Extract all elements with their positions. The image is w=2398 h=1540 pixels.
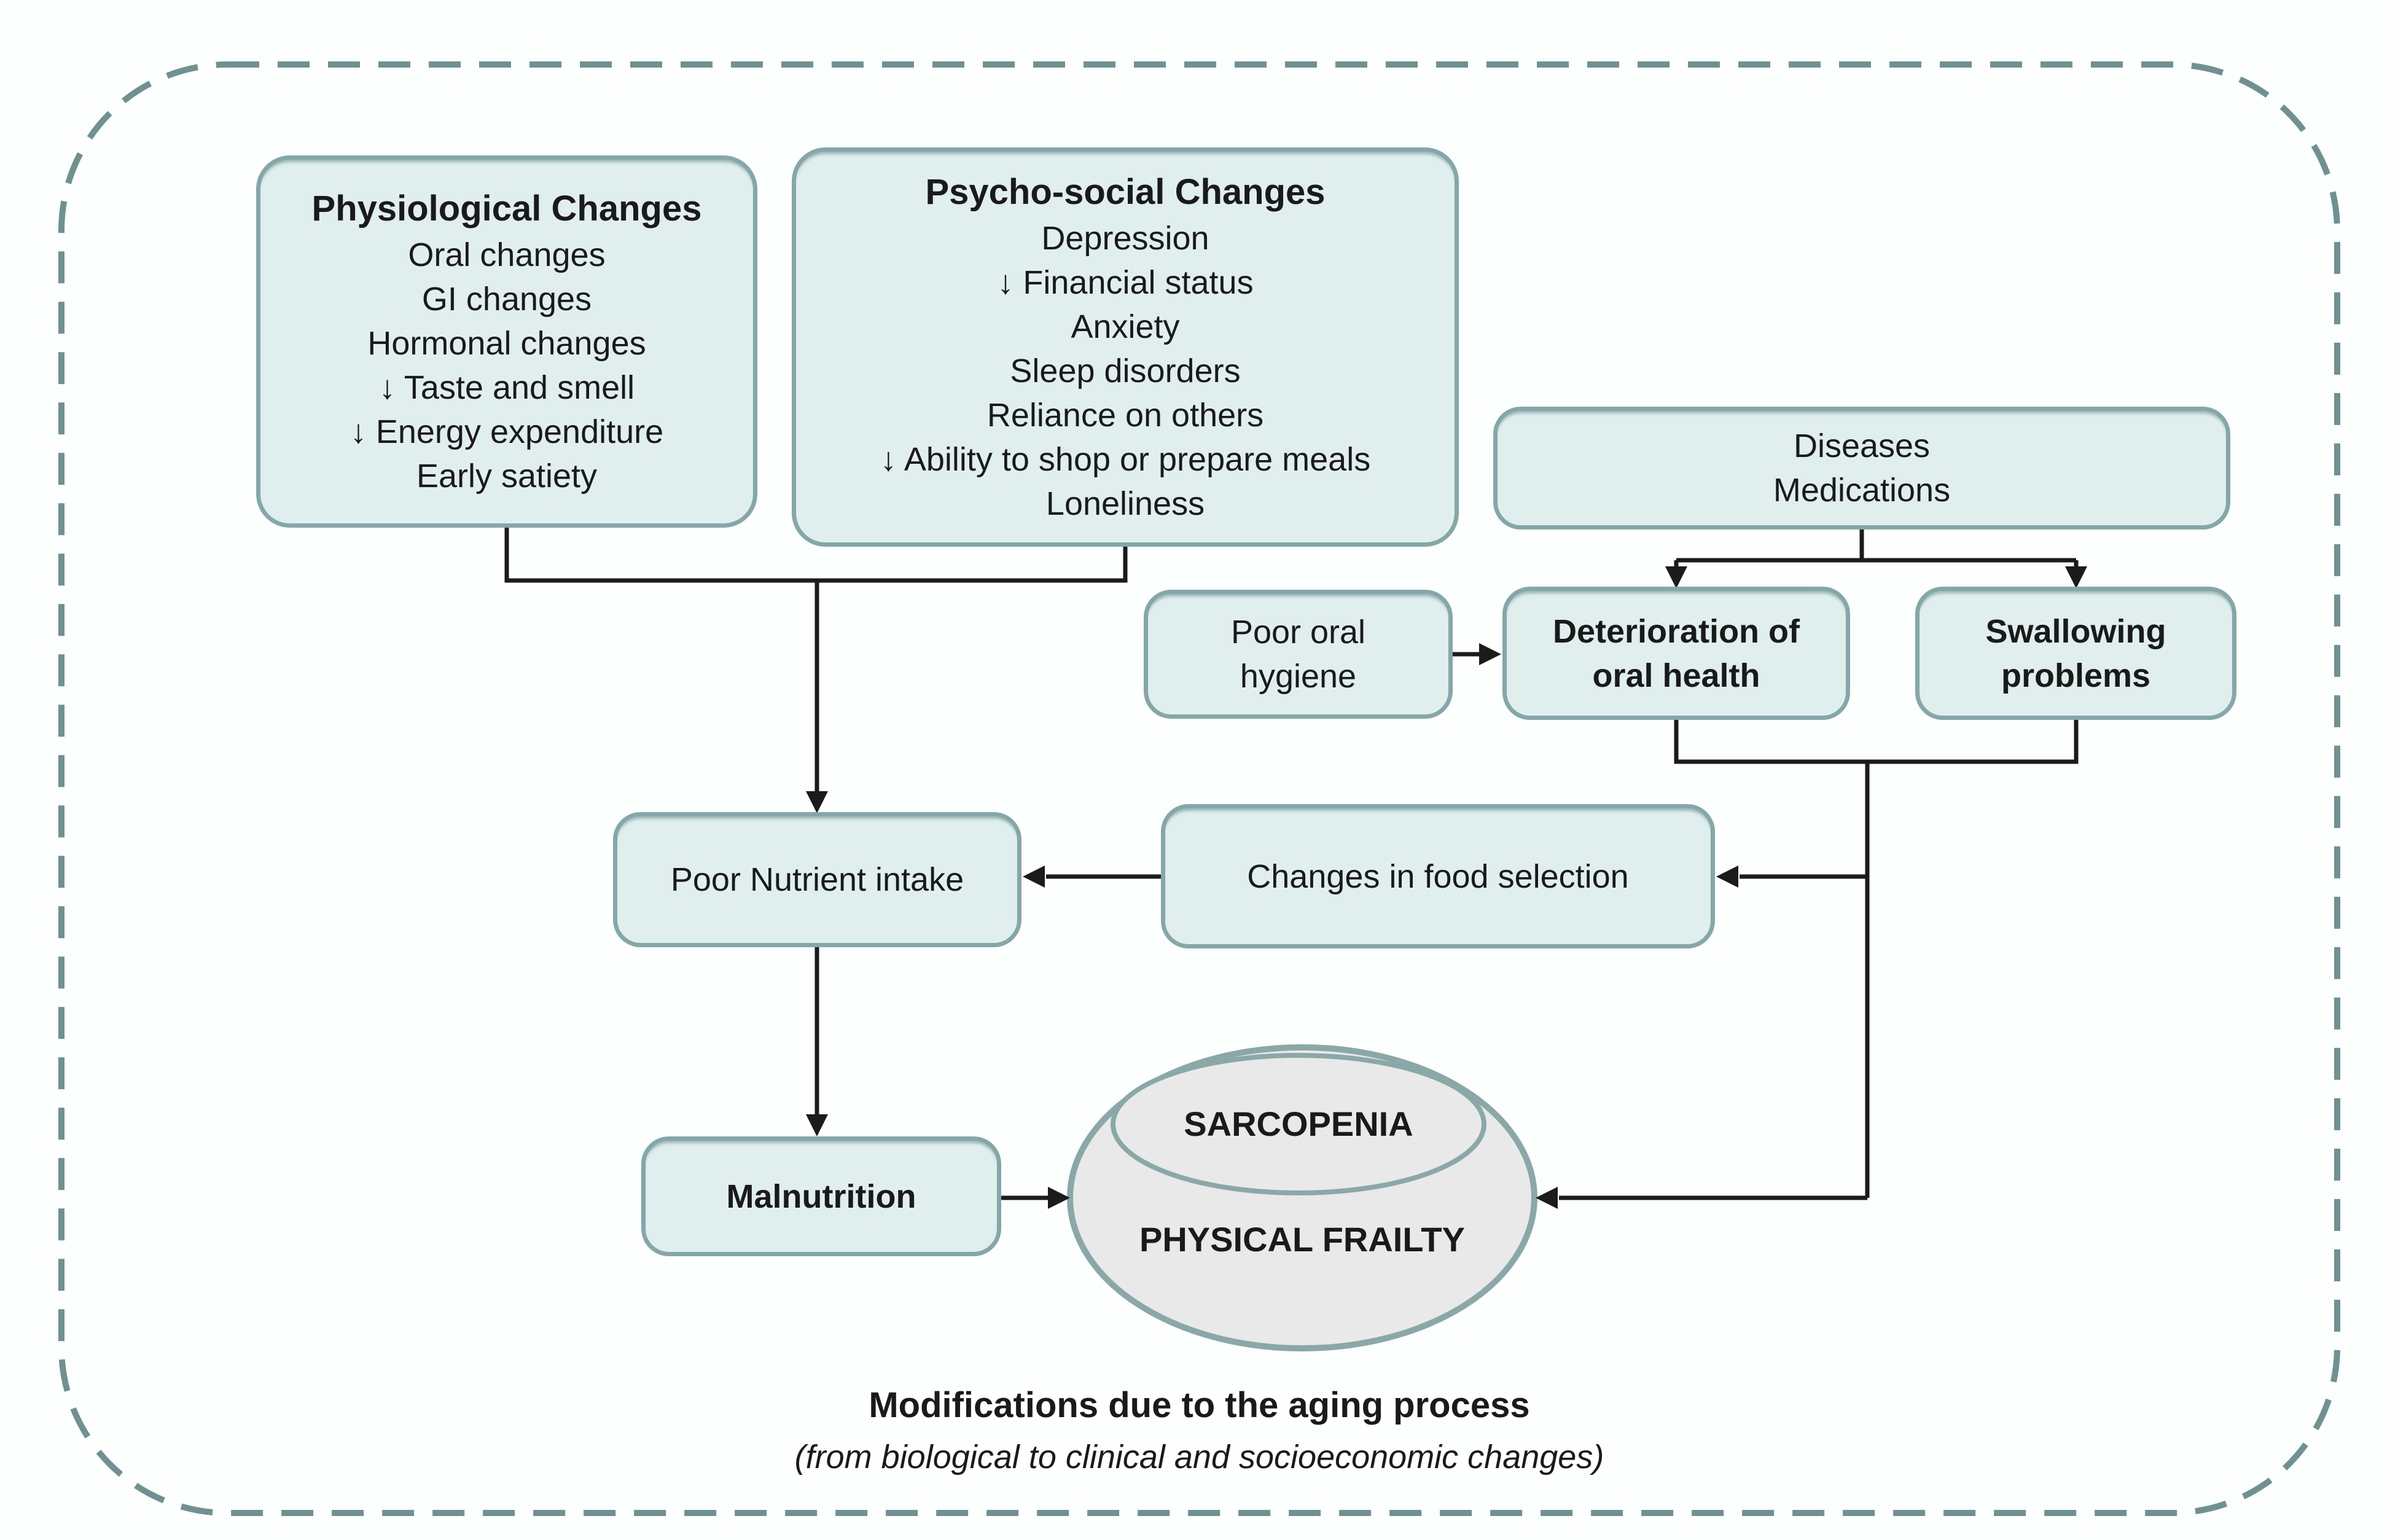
connector-oral-swallow-merge (1676, 720, 2076, 762)
malnutrition-label: Malnutrition (726, 1178, 916, 1215)
physiological-item: Oral changes (408, 236, 606, 273)
deterioration-line: Deterioration of (1552, 612, 1800, 650)
food-selection-label: Changes in food selection (1247, 858, 1629, 895)
swallowing-line: problems (2001, 657, 2151, 694)
arrowhead-into-malnutrition (806, 1114, 828, 1136)
poor-oral-hygiene-line: hygiene (1240, 658, 1357, 695)
medications-line: Medications (1773, 472, 1951, 509)
physiological-item: GI changes (421, 281, 592, 318)
sarcopenia-label: SARCOPENIA (1184, 1104, 1413, 1143)
malnutrition-box (641, 1136, 1001, 1256)
arrowhead-into-frailty-right (1536, 1187, 1558, 1209)
physiological-item: ↓ Energy expenditure (350, 413, 664, 450)
caption-subtitle: (from biological to clinical and socioeconomic changes) (794, 1439, 1604, 1476)
psychosocial-item: ↓ Financial status (997, 264, 1254, 301)
psychosocial-changes-title: Psycho-social Changes (925, 172, 1326, 212)
arrowhead-hygiene-to-deterioration (1479, 643, 1501, 665)
arrowhead-into-deterioration (1665, 566, 1687, 588)
deterioration-oral-health-box (1502, 587, 1850, 720)
poor-nutrient-intake-box (613, 812, 1021, 947)
caption-title: Modifications due to the aging process (869, 1385, 1530, 1425)
arrowhead-into-frailty-left (1048, 1187, 1070, 1209)
diseases-line: Diseases (1793, 428, 1931, 464)
arrowhead-into-poor-nutrient (806, 791, 828, 813)
diseases-medications-box (1493, 407, 2230, 530)
poor-nutrient-intake-label: Poor Nutrient intake (670, 861, 964, 898)
psychosocial-item: Anxiety (1071, 308, 1180, 345)
arrowhead-into-food-selection (1716, 866, 1738, 888)
swallowing-problems-box (1915, 587, 2236, 720)
psychosocial-item: Loneliness (1045, 485, 1205, 522)
deterioration-line: oral health (1592, 657, 1760, 694)
psychosocial-changes-box (792, 147, 1459, 547)
poor-oral-hygiene-box (1144, 590, 1453, 719)
physiological-changes-title: Physiological Changes (311, 189, 702, 229)
swallowing-line: Swallowing (1985, 612, 2166, 650)
psychosocial-item: ↓ Ability to shop or prepare meals (880, 441, 1371, 478)
psychosocial-item: Depression (1041, 220, 1209, 257)
psychosocial-item: Reliance on others (986, 397, 1264, 434)
physiological-changes-box (256, 155, 757, 528)
physiological-item: Early satiety (416, 458, 598, 494)
poor-oral-hygiene-line: Poor oral (1230, 614, 1366, 651)
arrowhead-into-swallowing (2065, 566, 2087, 588)
psychosocial-item: Sleep disorders (1010, 353, 1241, 389)
arrowhead-into-poor-nutrient-right (1023, 866, 1045, 888)
food-selection-box (1161, 804, 1715, 948)
physiological-item: ↓ Taste and smell (378, 369, 635, 406)
physiological-item: Hormonal changes (367, 325, 646, 362)
physical-frailty-label: PHYSICAL FRAILTY (1139, 1220, 1465, 1259)
